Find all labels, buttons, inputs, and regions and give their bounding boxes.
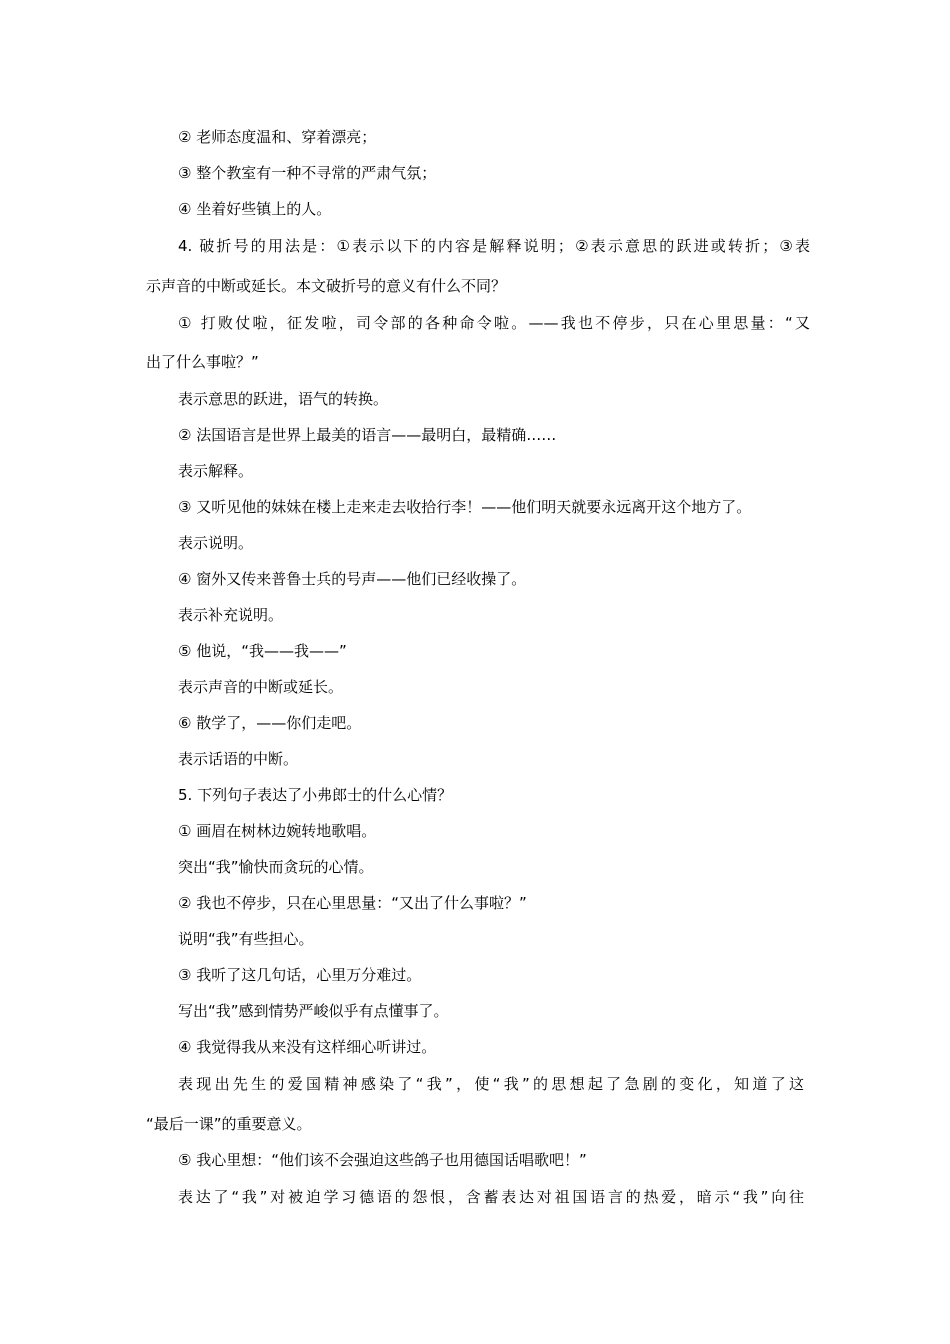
q5-answer-5-line-1: 表达了“我”对被迫学习德语的怨恨，含蓄表达对祖国语言的热爱，暗示“我”向往 [178, 1188, 804, 1206]
q4-example-6: ⑥ 散学了，——你们走吧。 [178, 714, 362, 732]
q4-example-4: ④ 窗外又传来普鲁士兵的号声——他们已经收操了。 [178, 570, 527, 588]
q5-example-4: ④ 我觉得我从来没有这样细心听讲过。 [178, 1038, 437, 1056]
q4-answer-6: 表示话语的中断。 [178, 750, 299, 768]
q5-answer-4-line-2: “最后一课”的重要意义。 [146, 1115, 312, 1133]
option-line-4: ④ 坐着好些镇上的人。 [178, 200, 332, 218]
question-5: 5. 下列句子表达了小弗郎士的什么心情？ [178, 786, 453, 804]
q4-answer-4: 表示补充说明。 [178, 606, 284, 624]
q4-answer-5: 表示声音的中断或延长。 [178, 678, 344, 696]
option-line-3: ③ 整个教室有一种不寻常的严肃气氛； [178, 164, 437, 182]
q5-example-1: ① 画眉在树林边婉转地歌唱。 [178, 822, 377, 840]
q4-answer-1: 表示意思的跃进，语气的转换。 [178, 390, 389, 408]
q5-example-3: ③ 我听了这几句话，心里万分难过。 [178, 966, 422, 984]
question-4-line-2: 示声音的中断或延长。本文破折号的意义有什么不同？ [146, 277, 507, 295]
q4-example-3: ③ 又听见他的妹妹在楼上走来走去收拾行李！——他们明天就要永远离开这个地方了。 [178, 498, 752, 516]
q4-example-1-line-2: 出了什么事啦？” [146, 353, 259, 371]
q4-answer-3: 表示说明。 [178, 534, 254, 552]
q5-answer-2: 说明“我”有些担心。 [178, 930, 314, 948]
q4-example-1-line-1: ① 打败仗啦，征发啦，司令部的各种命令啦。——我也不停步，只在心里思量：“又 [178, 314, 810, 332]
q4-example-5: ⑤ 他说，“我——我——” [178, 642, 347, 660]
q5-answer-1: 突出“我”愉快而贪玩的心情。 [178, 858, 374, 876]
question-4-line-1: 4. 破折号的用法是：①表示以下的内容是解释说明；②表示意思的跃进或转折；③表 [178, 237, 810, 255]
q5-example-2: ② 我也不停步，只在心里思量：“又出了什么事啦？” [178, 894, 527, 912]
q4-answer-2: 表示解释。 [178, 462, 254, 480]
q5-answer-4-line-1: 表现出先生的爱国精神感染了“我”，使“我”的思想起了急剧的变化，知道了这 [178, 1075, 804, 1093]
q5-example-5: ⑤ 我心里想：“他们该不会强迫这些鸽子也用德国话唱歌吧！” [178, 1151, 587, 1169]
q5-answer-3: 写出“我”感到情势严峻似乎有点懂事了。 [178, 1002, 449, 1020]
option-line-2: ② 老师态度温和、穿着漂亮； [178, 128, 377, 146]
q4-example-2: ② 法国语言是世界上最美的语言——最明白，最精确…… [178, 426, 557, 444]
